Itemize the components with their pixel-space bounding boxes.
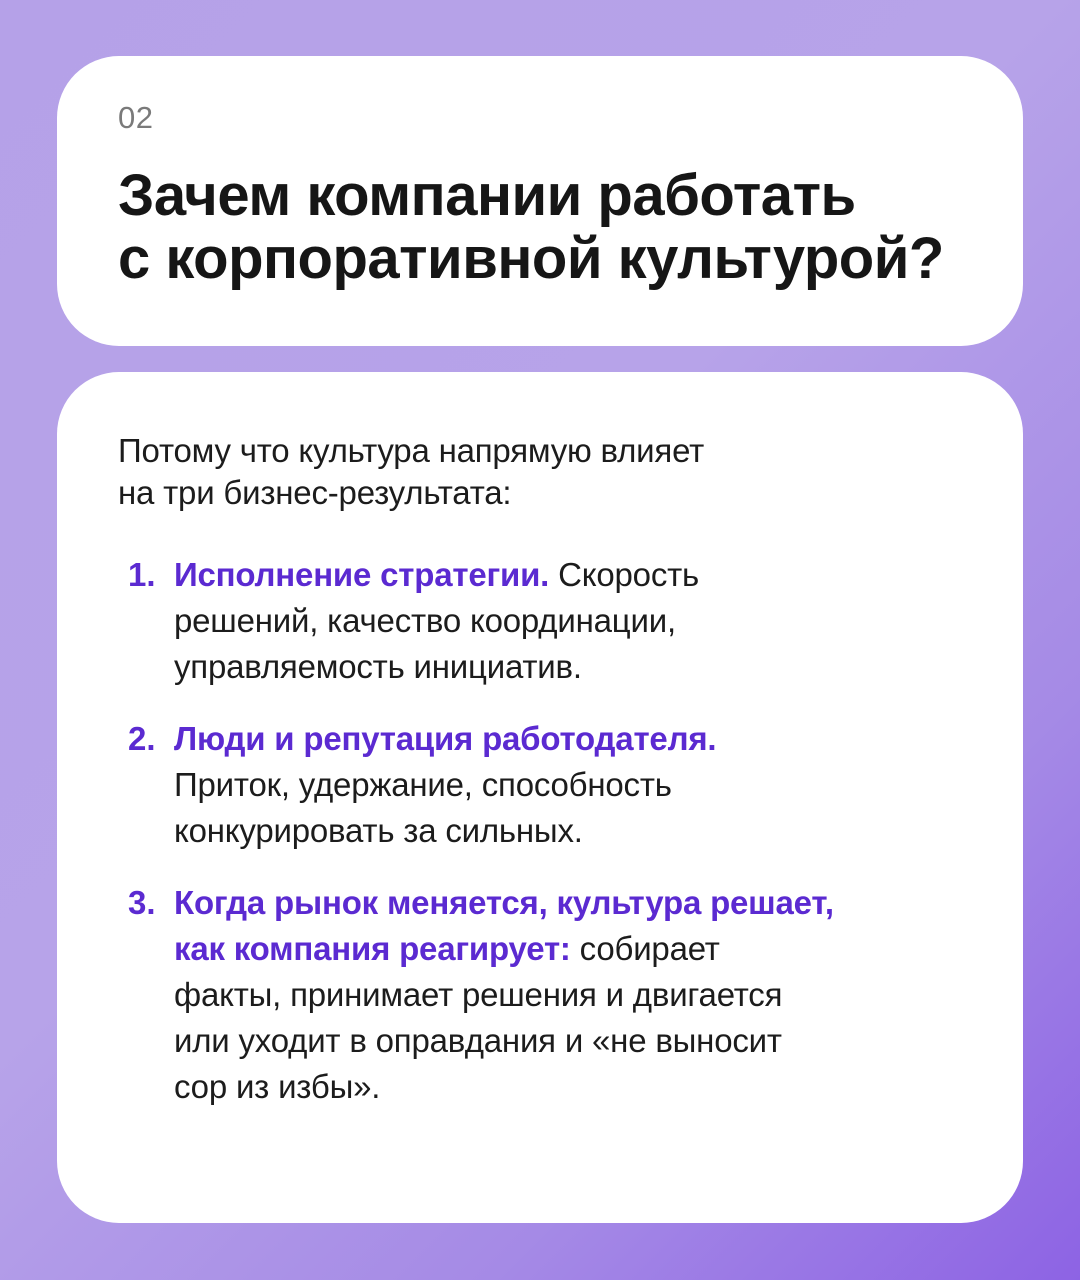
list-item-number: 3. [128,884,156,921]
intro-text [118,430,1023,514]
list-item-line: или уходит в оправдания и «не выносит [174,1022,782,1059]
list-item-heading: как компания реагирует: [174,930,571,967]
list-item-line: управляемость инициатив. [174,648,582,685]
list-item-number: 2. [128,720,156,757]
list-item-line [174,880,1023,926]
list-item-text: Скорость [549,556,700,593]
list-item-line [174,716,1023,762]
content-card [57,372,1023,1223]
slide-number: 02 [118,100,154,135]
list-item-heading: Когда рынок меняется, культура решает, [174,884,834,921]
list-item-line: факты, принимает решения и двигается [174,976,783,1013]
list-item-text: собирает [570,930,720,967]
list-item-line: конкурировать за сильных. [174,812,583,849]
list-item-line [174,552,1023,598]
list-item-heading: Исполнение стратегии. [174,556,550,593]
list-item-line: решений, качество координации, [174,602,676,639]
title-line: с корпоративной культурой? [118,226,944,291]
header-card [57,56,1023,346]
intro-line: Потому что культура напрямую влияет [118,432,705,469]
list-item-heading: Люди и репутация работодателя. [174,720,717,757]
page-title [118,164,1023,290]
list-item-line: сор из избы». [174,1068,381,1105]
intro-line: на три бизнес-результата: [118,474,512,511]
list-item [118,880,1023,1110]
list-item-number: 1. [128,556,156,593]
results-list [118,552,1023,1110]
list-item [118,552,1023,690]
list-item-line: Приток, удержание, способность [174,766,672,803]
title-line: Зачем компании работать [118,163,856,228]
list-item [118,716,1023,854]
list-item-line [174,926,1023,972]
